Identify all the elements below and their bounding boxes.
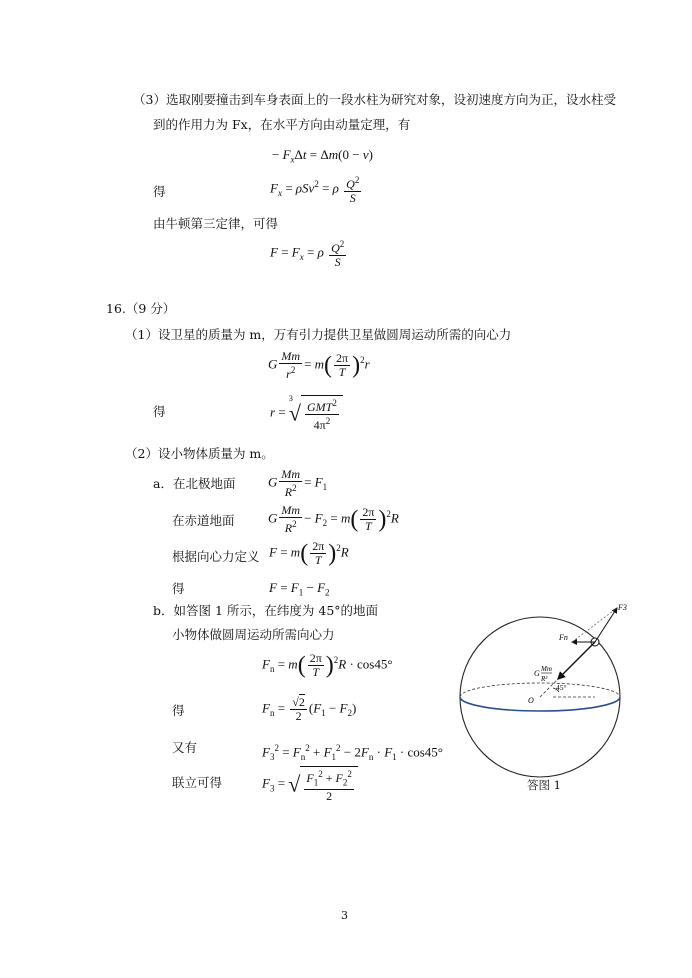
label-de-3: 得 bbox=[172, 581, 185, 596]
eq-f-diff: $F = F_1 - F_2$ bbox=[269, 580, 330, 598]
f3-arrow bbox=[595, 608, 617, 642]
label-de-2: 得 bbox=[153, 404, 166, 419]
q16-2b-need: 小物体做圆周运动所需向心力 bbox=[172, 627, 335, 642]
label-de-1: 得 bbox=[153, 184, 166, 199]
equator-front bbox=[460, 697, 620, 711]
label-f3: F3 bbox=[618, 603, 627, 612]
q16-part2: （2）设小物体质量为 m。 bbox=[125, 446, 274, 461]
label-de-4: 得 bbox=[172, 703, 185, 718]
gravity-arrow bbox=[558, 642, 595, 679]
label-lianli: 联立可得 bbox=[172, 775, 223, 790]
p3-line2: 到的作用力为 Fx，在水平方向由动量定理，有 bbox=[153, 117, 411, 132]
eq-f: $F = F_x = \rho$ $\frac{Q^2}{S}$ bbox=[270, 239, 345, 269]
eq-gravity-satellite: G $\frac{Mm}{r^2}$ = m( $\frac{2\pi}{T}$ )$^2$r bbox=[268, 349, 370, 381]
label-r2: R² bbox=[541, 675, 548, 683]
label-o: O bbox=[528, 696, 534, 705]
p3-line1: （3）选取刚要撞击到车身表面上的一段水柱为研究对象，设初速度方向为正，设水柱受 bbox=[133, 92, 616, 107]
label-angle: 45° bbox=[556, 683, 567, 692]
p3-newton: 由牛顿第三定律，可得 bbox=[153, 216, 279, 231]
eq-centripetal-def: F = m( $\frac{2\pi}{T}$ )$^2$R bbox=[269, 539, 349, 567]
equator-back bbox=[460, 683, 620, 697]
parallelogram-line bbox=[572, 608, 617, 642]
eq-fn-result: $F_n$ = $\frac{√2}{2}$ $(F_1 - F_2)$ bbox=[262, 695, 357, 723]
eq-fn: $F_n = m$( $\frac{2\pi}{T}$ )$^2$R · cos45° bbox=[262, 651, 393, 679]
q16-2b: b．如答图 1 所示，在纬度为 45°的地面 bbox=[153, 603, 379, 618]
eq-f3: $F_3$ = √ $\frac{F_1^2 + F_2^2}{2}$ bbox=[262, 766, 358, 803]
q16-part1: （1）设卫星的质量为 m，万有引力提供卫星做圆周运动所需的向心力 bbox=[125, 327, 512, 342]
label-g: G bbox=[534, 669, 540, 678]
q16-title: 16.（9 分） bbox=[106, 301, 176, 316]
label-mm: Mm bbox=[541, 665, 552, 673]
page-number: 3 bbox=[341, 909, 348, 922]
label-fn: Fn bbox=[559, 633, 568, 642]
eq-momentum: − $F_x\Delta t = \Delta m(0 - v)$ bbox=[272, 147, 373, 165]
label-youyou: 又有 bbox=[172, 740, 198, 755]
eq-cosine-law: $F_3^2 = F_n^2 + F_1^2 - 2F_n \cdot F_1 \cdot \cos 45^\circ$ bbox=[262, 743, 443, 762]
eq-r: r = $^3$√ $\frac{GMT^2}{4\pi^2}$ bbox=[270, 395, 343, 432]
eq-equator: G $\frac{Mm}{R^2}$ − $F_2 = m$( $\frac{2\pi}{T}$ )$^2$R bbox=[268, 503, 399, 535]
q16-2a-equator: 在赤道地面 bbox=[172, 513, 235, 528]
eq-north-pole: G $\frac{Mm}{R^2}$ = $F_1$ bbox=[268, 467, 328, 499]
q16-2a-definition: 根据向心力定义 bbox=[172, 549, 260, 564]
figure-caption: 答图 1 bbox=[527, 778, 561, 792]
q16-2a: a．在北极地面 bbox=[153, 476, 236, 491]
sphere-force-diagram bbox=[455, 600, 625, 800]
eq-fx: $F_x = \rho Sv^2 = \rho$ $\frac{Q^2}{S}$ bbox=[270, 175, 360, 205]
